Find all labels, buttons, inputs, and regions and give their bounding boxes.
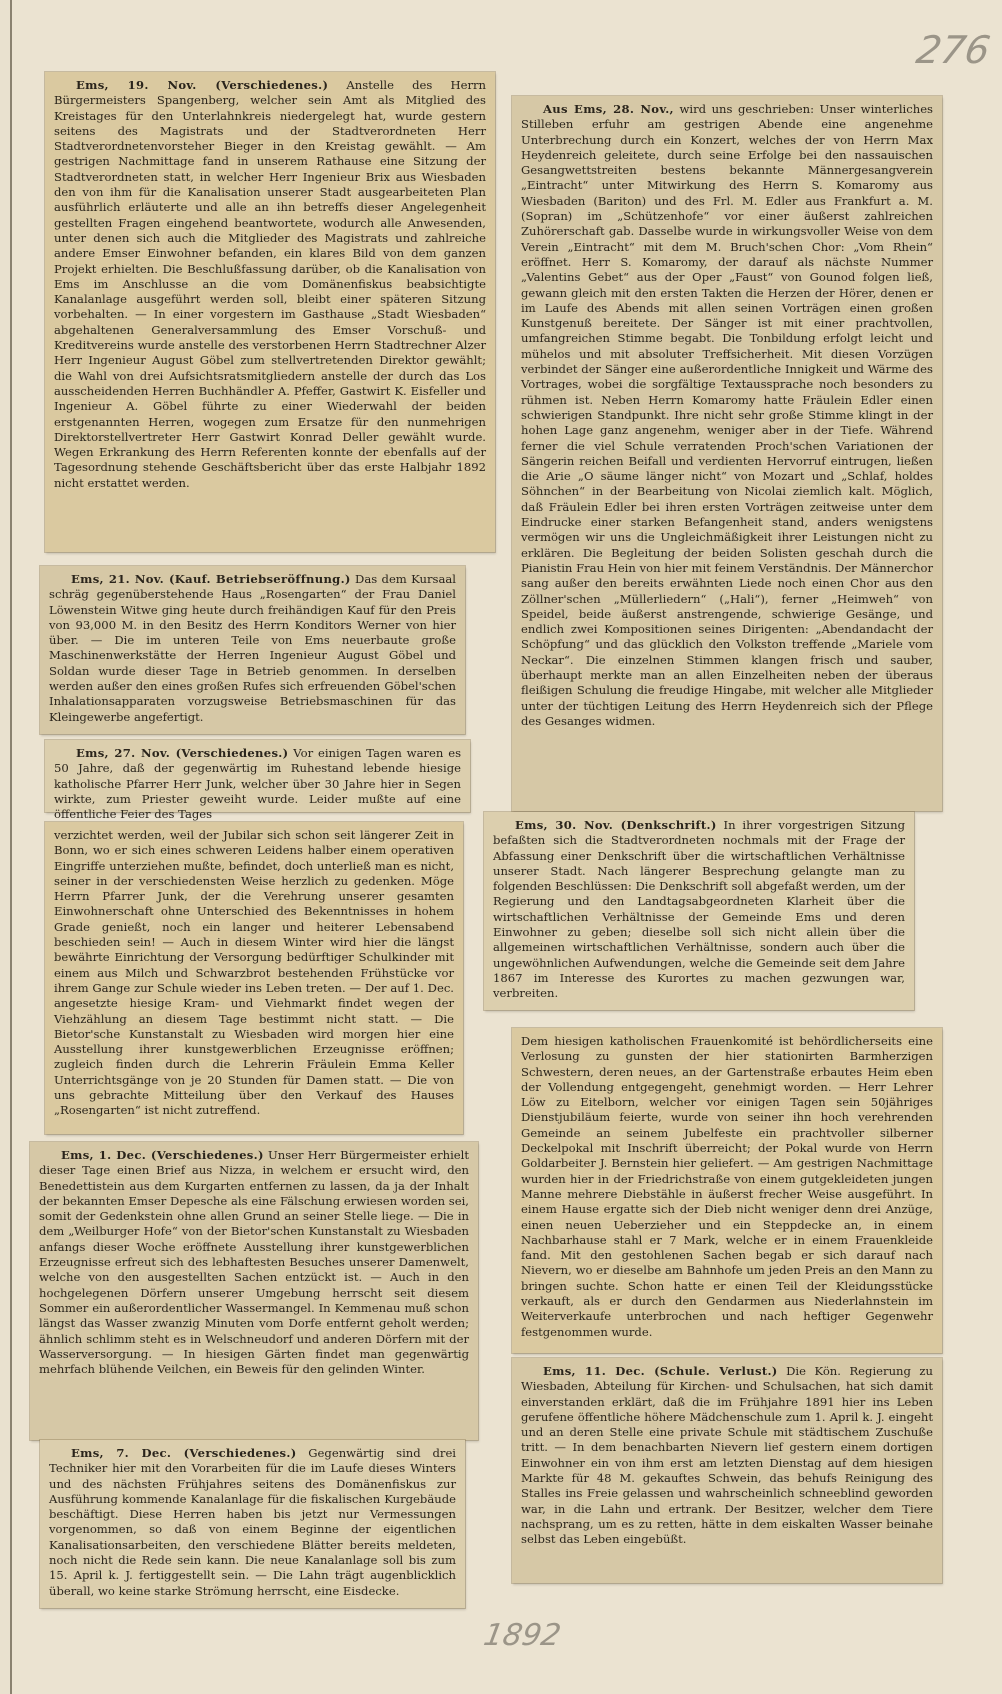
clipping-body: Unser Herr Bürgermeister erhielt dieser Tage einen Brief aus Nizza, in welchem er ersucht wird, den Benedettistein aus dem Kurgarten entfernen zu lassen, da ja der Inhalt der bekannten Emser Depesche als eine Fälschung erwiesen worden sei, somit der Gedenkstein ohne allen Grund an seiner Stelle liege. — Die in dem „Weilburger Hofe“ von der Bietor'schen Kunstanstalt zu Wiesbaden anfangs dieser Woche eröffnete Ausstellung ihrer kunstgewerblichen Erzeugnisse erfreut sich des lebhaftesten Besuches unserer Damenwelt, welche von den ausgestellten Sachen entzückt ist. — Auch in den hochgelegenen Dörfern unserer Umgebung herrscht seit diesem Sommer ein außerordentlicher Wassermangel. In Kemmenau muß schon längst das Wasser zwanzig Minuten vom Dorfe entfernt geholt werden; ähnlich schlimm steht es in Welschneudorf und anderen Dörfern mit der Wasserversorgung. — In hiesigen Gärten findet man gegenwärtig mehrfach blühende Veilchen, ein Beweis für den gelinden Winter.: [39, 1148, 470, 1377]
page-number-annotation: 276: [913, 28, 994, 72]
clipping-body: Anstelle des Herrn Bürgermeisters Spangenberg, welcher sein Amt als Mitglied des Kreistages für den Unterlahnkreis niedergelegt hat, wurde gestern seitens des Magistrats und der Stadtverordneten Herr Stadtverordnetenvorsteher Bieger in den Kreistag gewählt. — Am gestrigen Nachmittage fand in unserem Rathause eine Sitzung der Stadtverordneten statt, in welcher Herr Ingenieur Brix aus Wiesbaden den von ihm für die Kanalisation unserer Stadt ausgearbeiteten Plan ausführlich erläuterte und alle an ihn betreffs dieser Angelegenheit gestellten Fragen eingehend beantwortete, wodurch alle Anwesenden, unter denen sich auch die Mitglieder des Magistrats und zahlreiche andere Emser Einwohner befanden, ein klares Bild von dem ganzen Projekt erhielten. Die Beschlußfassung darüber, ob die Kanalisation von Ems im Anschlusse an die vom Domänenfiskus beabsichtigte Kanalanlage ausgeführt werden soll, bleibt einer späteren Sitzung vorbehalten. — In einer vorgestern im Gasthause „Stadt Wiesbaden“ abgehaltenen Generalversammlung des Emser Vorschuß- und Kreditvereins wurde anstelle des verstorbenen Herrn Stadtrechner Alzer Herr Ingenieur August Göbel zum stellvertretenden Direktor gewählt; die Wahl von drei Aufsichtsratsmitgliedern anstelle der durch das Los ausscheidenden Herren Buchhändler A. Pfeffer, Gastwirt K. Eisfeller und Ingenieur A. Göbel führte zu einer Wiederwahl der beiden erstgenannten Herren, wogegen zum Ersatze für den nunmehrigen Direktorstellvertreter Herr Gastwirt Konrad Deller gewählt wurde. Wegen Erkrankung des Herrn Referenten konnte der ebenfalls auf der Tagesordnung stehende Geschäftsbericht über das erste Halbjahr 1892 nicht erstattet werden.: [54, 78, 487, 490]
clipping-body: In ihrer vorgestrigen Sitzung befaßten sich die Stadtverordneten nochmals mit der Frage der Abfassung einer Denkschrift über die wirtschaftlichen Verhältnisse unserer Stadt. Nach längerer Besprechung gelangte man zu folgenden Beschlüssen: Die Denkschrift soll abgefaßt werden, um der Regierung und den Landtagsabgeordneten Klarheit über die wirtschaftlichen Verhältnisse der Gemeinde Ems und deren Einwohner zu geben; dieselbe soll sich nicht allein über die allgemeinen wirtschaftlichen Verhältnisse, sondern auch über die ungewöhnlichen Aufwendungen, welche die Gemeinde seit dem Jahre 1867 im Interesse des Kurortes zu machen gezwungen war, verbreiten.: [493, 818, 905, 1001]
clipping-ems-27-nov: [45, 740, 470, 822]
clipping-frauenkomite: [512, 1028, 942, 1353]
clipping-header: Ems, 21. Nov. (Kauf. Betriebseröffnung.): [71, 572, 351, 586]
clipping-ems-21-nov: [40, 566, 465, 734]
clipping-ems-30-nov: [484, 812, 914, 1010]
clipping-body: Vor einigen Tagen waren es 50 Jahre, daß der gegenwärtig im Ruhestand lebende hiesige katholische Pfarrer Herr Junk, welcher über 30 Jahre hier in Segen wirkte, zum Priester geweiht wurde. Leider mußte auf eine öffentliche Feier des Tages: [54, 746, 462, 822]
clipping-aus-ems-28-nov: [512, 96, 942, 811]
clipping-ems-19-nov: [45, 72, 495, 552]
clipping-body: Das dem Kursaal schräg gegenüberstehende Haus „Rosengarten“ der Frau Daniel Löwenstein Witwe ging heute durch freihändigen Kauf für den Preis von 93,000 M. in den Besitz des Herrn Konditors Werner von hier über. — Die im unteren Teile von Ems neuerbaute große Maschinenwerkstätte der Herren Ingenieur August Göbel und Soldan wurde dieser Tage in Betrieb genommen. In derselben werden außer den eines großen Rufes sich erfreuenden Göbel'schen Inhalationsapparaten vorzugsweise Betriebsmaschinen für das Kleingewerbe angefertigt.: [49, 572, 457, 724]
clipping-body: Die Kön. Regierung zu Wiesbaden, Abteilung für Kirchen- und Schulsachen, hat sich damit einverstanden erklärt, daß die im Frühjahre 1891 hier ins Leben gerufene öffentliche höhere Mädchenschule zum 1. April k. J. eingeht und an deren Stelle eine private Schule mit städtischem Zuschuße tritt. — In dem benachbarten Nievern lief gestern einem dortigen Einwohner ein von ihm erst am letzten Dienstag auf dem hiesigen Markte für 48 M. gekauftes Schwein, das behufs Reinigung des Stalles ins Freie gelassen und wahrscheinlich schneeblind geworden war, in die Lahn und ertrank. Der Besitzer, welcher dem Tiere nachsprang, um es zu retten, hätte in dem eiskalten Wasser beinahe selbst das Leben eingebüßt.: [521, 1364, 933, 1547]
clipping-ems-11-dec: [512, 1358, 942, 1583]
clipping-header: Ems, 19. Nov. (Verschiedenes.): [76, 78, 329, 92]
year-annotation: 1892: [480, 1618, 564, 1653]
clipping-header: Ems, 27. Nov. (Verschiedenes.): [76, 746, 289, 760]
clipping-header: Ems, 11. Dec. (Schule. Verlust.): [543, 1364, 778, 1378]
clipping-body: Gegenwärtig sind drei Techniker hier mit den Vorarbeiten für die im Laufe dieses Winters und des nächsten Frühjahres seitens des Domänenfiskus zur Ausführung kommende Kanalanlage für die fiskalischen Kurgebäude beschäftigt. Diese Herren haben bis jetzt nur Vermessungen vorgenommen, so daß von einem Beginne der eigentlichen Kanalisationsarbeiten, den verschiedene Blätter bereits meldeten, noch nicht die Rede sein kann. Die neue Kanalanlage soll bis zum 15. April k. J. fertiggestellt sein. — Die Lahn trägt augenblicklich überall, wo keine starke Strömung herrscht, eine Eisdecke.: [49, 1446, 457, 1598]
clipping-ems-27-nov-continued: [45, 822, 463, 1134]
clipping-header: Ems, 1. Dec. (Verschiedenes.): [61, 1148, 264, 1162]
clipping-ems-7-dec: [40, 1440, 465, 1608]
clipping-body: Dem hiesigen katholischen Frauenkomité ist behördlicherseits eine Verlosung zu gunsten der hier stationirten Barmherzigen Schwestern, deren neues, an der Gartenstraße erbautes Heim eben der Vollendung entgegengeht, genehmigt worden. — Herr Lehrer Löw zu Eitelborn, welcher vor einigen Tagen sein 50jähriges Dienstjubiläum feierte, wurde von seiner ihn hoch verehrenden Gemeinde an seinem Jubelfeste ein prachtvoller silberner Deckelpokal mit Inschrift überreicht; der Pokal wurde von Herrn Goldarbeiter J. Bernstein hier geliefert. — Am gestrigen Nachmittage wurden hier in der Friedrichstraße von einem gutgekleideten jungen Manne mehrere Diebstähle in äußerst frecher Weise ausgeführt. In einem Hause ergatte sich der Dieb nicht weniger denn drei Anzüge, einen neuen Ueberzieher und ein Steppdecke an, in einem Nachbarhause stahl er 7 Mark, welche er in einem Frauenkleide fand. Mit den gestohlenen Sachen begab er sich darauf nach Nievern, wo er dieselbe am Bahnhofe um jeden Preis an den Mann zu bringen suchte. Schon hatte er einen Teil der Kleidungsstücke verkauft, als er durch den Gendarmen aus Niederlahnstein im Weiterverkaufe unterbrochen und nach heftiger Gegenwehr festgenommen wurde.: [521, 1034, 933, 1339]
clipping-header: Ems, 30. Nov. (Denkschrift.): [515, 818, 717, 832]
clipping-ems-1-dec: [30, 1142, 478, 1440]
clipping-header: Aus Ems, 28. Nov.,: [543, 102, 674, 116]
clipping-body: verzichtet werden, weil der Jubilar sich schon seit längerer Zeit in Bonn, wo er sich eines schweren Leidens halber einem operativen Eingriffe unterziehen mußte, befindet, doch unterließ man es nicht, seiner in der verschiedensten Weise herzlich zu gedenken. Möge Herrn Pfarrer Junk, der die Verehrung unserer gesamten Einwohnerschaft ohne Unterschied des Bekenntnisses in hohem Grade genießt, noch ein langer und heiterer Lebensabend beschieden sein! — Auch in diesem Winter wird hier die längst bewährte Einrichtung der Versorgung bedürftiger Schulkinder mit einem aus Milch und Schwarzbrot bestehenden Frühstücke vor ihrem Gange zur Schule wieder ins Leben treten. — Der auf 1. Dec. angesetzte hiesige Kram- und Viehmarkt findet wegen der Viehzählung an diesem Tage bestimmt nicht statt. — Die Bietor'sche Kunstanstalt zu Wiesbaden wird morgen hier eine Ausstellung ihrer kunstgewerblichen Erzeugnisse eröffnen; zugleich finden durch die Lehrerin Fräulein Emma Keller Unterrichtsgänge von je 20 Stunden für Damen statt. — Die von uns gebrachte Mitteilung über den Verkauf des Hauses „Rosengarten“ ist nicht zutreffend.: [54, 828, 454, 1118]
clipping-header: Ems, 7. Dec. (Verschiedenes.): [71, 1446, 297, 1460]
clipping-body: wird uns geschrieben: Unser winterliches Stilleben erfuhr am gestrigen Abende eine angenehme Unterbrechung durch ein Konzert, welches der von Herrn Max Heydenreich geleitete, durch seine Erfolge bei den nassauischen Gesangwettstreiten bestens bekannte Männergesangverein „Eintracht“ unter Mitwirkung des Herrn S. Komaromy aus Wiesbaden (Bariton) und des Frl. M. Edler aus Frankfurt a. M. (Sopran) im „Schützenhofe“ vor einer äußerst zahlreichen Zuhörerschaft gab. Dasselbe wurde in wirkungsvoller Weise von dem Verein „Eintracht“ mit dem M. Bruch'schen Chor: „Vom Rhein“ eröffnet. Herr S. Komaromy, der darauf als nächste Nummer „Valentins Gebet“ aus der Oper „Faust“ von Gounod folgen ließ, gewann gleich mit den ersten Takten die Herzen der Hörer, denen er im Laufe des Abends mit allen seinen Vorträgen einen großen Kunstgenuß bereitete. Der Sänger ist mit einer prachtvollen, umfangreichen Stimme begabt. Die Tonbildung erfolgt leicht und mühelos und mit absoluter Treffsicherheit. Mit diesen Vorzügen verbindet der Sänger eine außerordentliche Innigkeit und Wärme des Vortrages, wobei die sorgfältige Textaussprache noch besonders zu rühmen ist. Neben Herrn Komaromy hatte Fräulein Edler einen schwierigen Standpunkt. Ihre nicht sehr große Stimme klingt in der hohen Lage ganz angenehm, weniger aber in der Tiefe. Während ferner die viel Schule verratenden Proch'schen Variationen der Sängerin reichen Beifall und verdienten Hervorruf eintrugen, ließen die Arie „O säume länger nicht“ von Mozart und „Schlaf, holdes Söhnchen“ in der Bearbeitung von Nicolai ziemlich kalt. Möglich, daß Fräulein Edler bei ihren ersten Vorträgen zeitweise unter dem Eindrucke einer starken Befangenheit stand, anders wenigstens vermögen wir uns die Ungleichmäßigkeit ihrer Leistungen nicht zu erklären. Die Begleitung der beiden Solisten geschah durch die Pianistin Frau Hein von hier mit feinem Verständnis. Der Männerchor sang außer den bereits erwähnten Liede noch einen Chor aus den Zöllner'schen „Müllerliedern“ („Hali“), ferner „Heimweh“ von Speidel, beide äußerst anstrengende, schwierige Gesänge, und endlich zwei Kompositionen seines Dirigenten: „Abendandacht der Schöpfung“ und das glücklich den Volkston treffende „Mariele vom Neckar“. Die einzelnen Stimmen klangen frisch und sauber, überhaupt merkte man an allen Einzelheiten neben der überaus fleißigen Schulung die freudige Hingabe, mit welcher alle Mitglieder unter der tüchtigen Leitung des Herrn Heydenreich sich der Pflege des Gesanges widmen.: [521, 102, 934, 728]
